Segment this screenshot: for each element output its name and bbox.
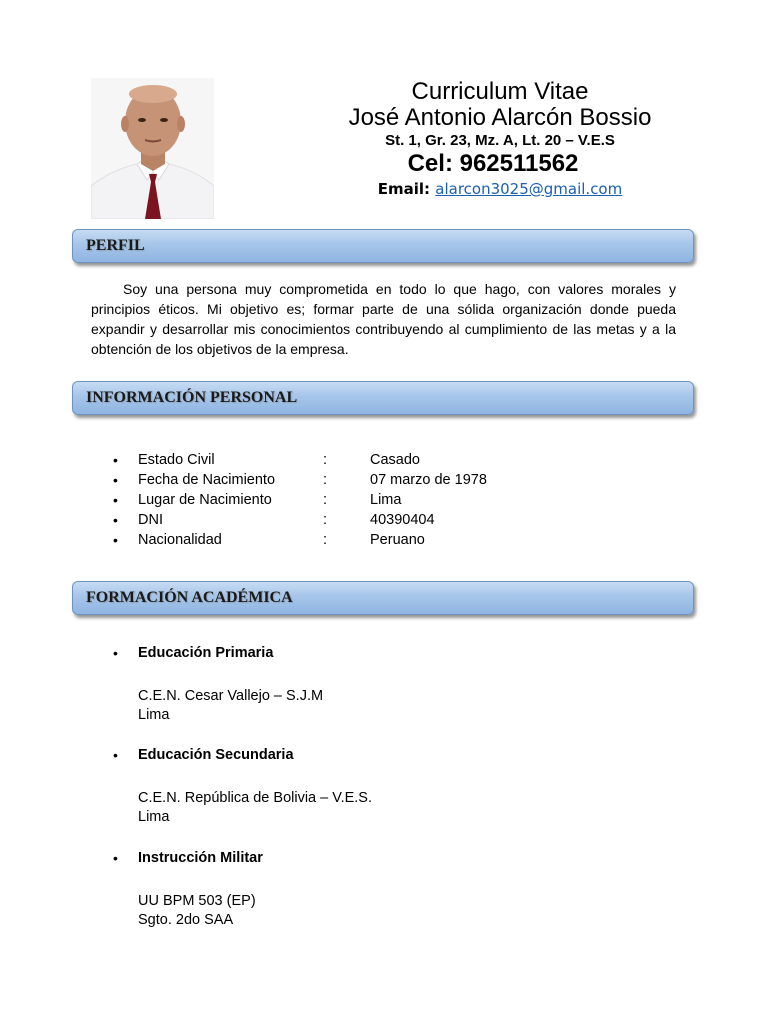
bullet-icon: • bbox=[113, 532, 118, 548]
info-key: DNI bbox=[138, 512, 163, 528]
education-title bbox=[113, 745, 513, 765]
person-photo-icon bbox=[91, 78, 214, 219]
institution: C.E.N. Cesar Vallejo – S.J.M bbox=[138, 688, 324, 704]
education-detail bbox=[138, 892, 513, 930]
email-line bbox=[300, 180, 700, 198]
info-value: Lima bbox=[370, 492, 402, 508]
info-value: Peruano bbox=[370, 532, 425, 548]
info-key: Estado Civil bbox=[138, 452, 215, 468]
section-title: FORMACIÓN ACADÉMICA bbox=[86, 589, 293, 606]
profile-photo bbox=[91, 78, 214, 219]
email-label: Email: bbox=[377, 180, 431, 198]
bullet-icon: • bbox=[113, 452, 118, 468]
military-rank: Sgto. 2do SAA bbox=[138, 912, 234, 928]
bullet-icon: • bbox=[113, 747, 118, 763]
section-header-perfil bbox=[72, 229, 694, 263]
section-header-personal bbox=[72, 381, 694, 415]
cv-title: Curriculum Vitae bbox=[411, 78, 589, 105]
email-link[interactable]: alarcon3025@gmail.com bbox=[435, 180, 623, 198]
phone: Cel: 962511562 bbox=[407, 150, 579, 177]
bullet-icon: • bbox=[113, 512, 118, 528]
info-separator: : bbox=[323, 512, 328, 528]
bullet-icon: • bbox=[113, 472, 118, 488]
education-title bbox=[113, 848, 513, 868]
info-key: Fecha de Nacimiento bbox=[138, 472, 276, 488]
info-separator: : bbox=[323, 492, 328, 508]
info-value: Casado bbox=[370, 452, 420, 468]
location: Lima bbox=[138, 809, 170, 825]
education-item bbox=[113, 643, 513, 725]
military-unit: UU BPM 503 (EP) bbox=[138, 893, 256, 909]
info-key: Nacionalidad bbox=[138, 532, 222, 548]
info-value: 07 marzo de 1978 bbox=[370, 472, 487, 488]
bullet-icon: • bbox=[113, 645, 118, 661]
education-detail bbox=[138, 789, 513, 827]
section-header-education bbox=[72, 581, 694, 615]
education-item bbox=[113, 745, 513, 827]
address: St. 1, Gr. 23, Mz. A, Lt. 20 – V.E.S bbox=[385, 132, 615, 149]
bullet-icon: • bbox=[113, 850, 118, 866]
full-name: José Antonio Alarcón Bossio bbox=[348, 104, 652, 131]
education-title-text: Instrucción Militar bbox=[138, 850, 263, 866]
info-separator: : bbox=[323, 452, 328, 468]
location: Lima bbox=[138, 707, 170, 723]
profile-text: Soy una persona muy comprometida en todo lo que hago, con valores morales y principios éticos. Mi objetivo es; formar parte de una sólida organización donde pueda expandir y desarrollar mis conocimientos contribuyendo al cumplimiento de las metas y a la obtención de los objetivos de la empresa. bbox=[91, 281, 676, 357]
bullet-icon: • bbox=[113, 492, 118, 508]
info-value: 40390404 bbox=[370, 512, 435, 528]
education-item bbox=[113, 848, 513, 930]
education-title bbox=[113, 643, 513, 663]
education-title-text: Educación Secundaria bbox=[138, 747, 294, 763]
section-title: PERFIL bbox=[86, 237, 145, 254]
info-separator: : bbox=[323, 532, 328, 548]
institution: C.E.N. República de Bolivia – V.E.S. bbox=[138, 790, 373, 806]
education-detail bbox=[138, 687, 513, 725]
info-separator: : bbox=[323, 472, 328, 488]
info-key: Lugar de Nacimiento bbox=[138, 492, 272, 508]
education-title-text: Educación Primaria bbox=[138, 645, 274, 661]
section-title: INFORMACIÓN PERSONAL bbox=[86, 389, 298, 406]
